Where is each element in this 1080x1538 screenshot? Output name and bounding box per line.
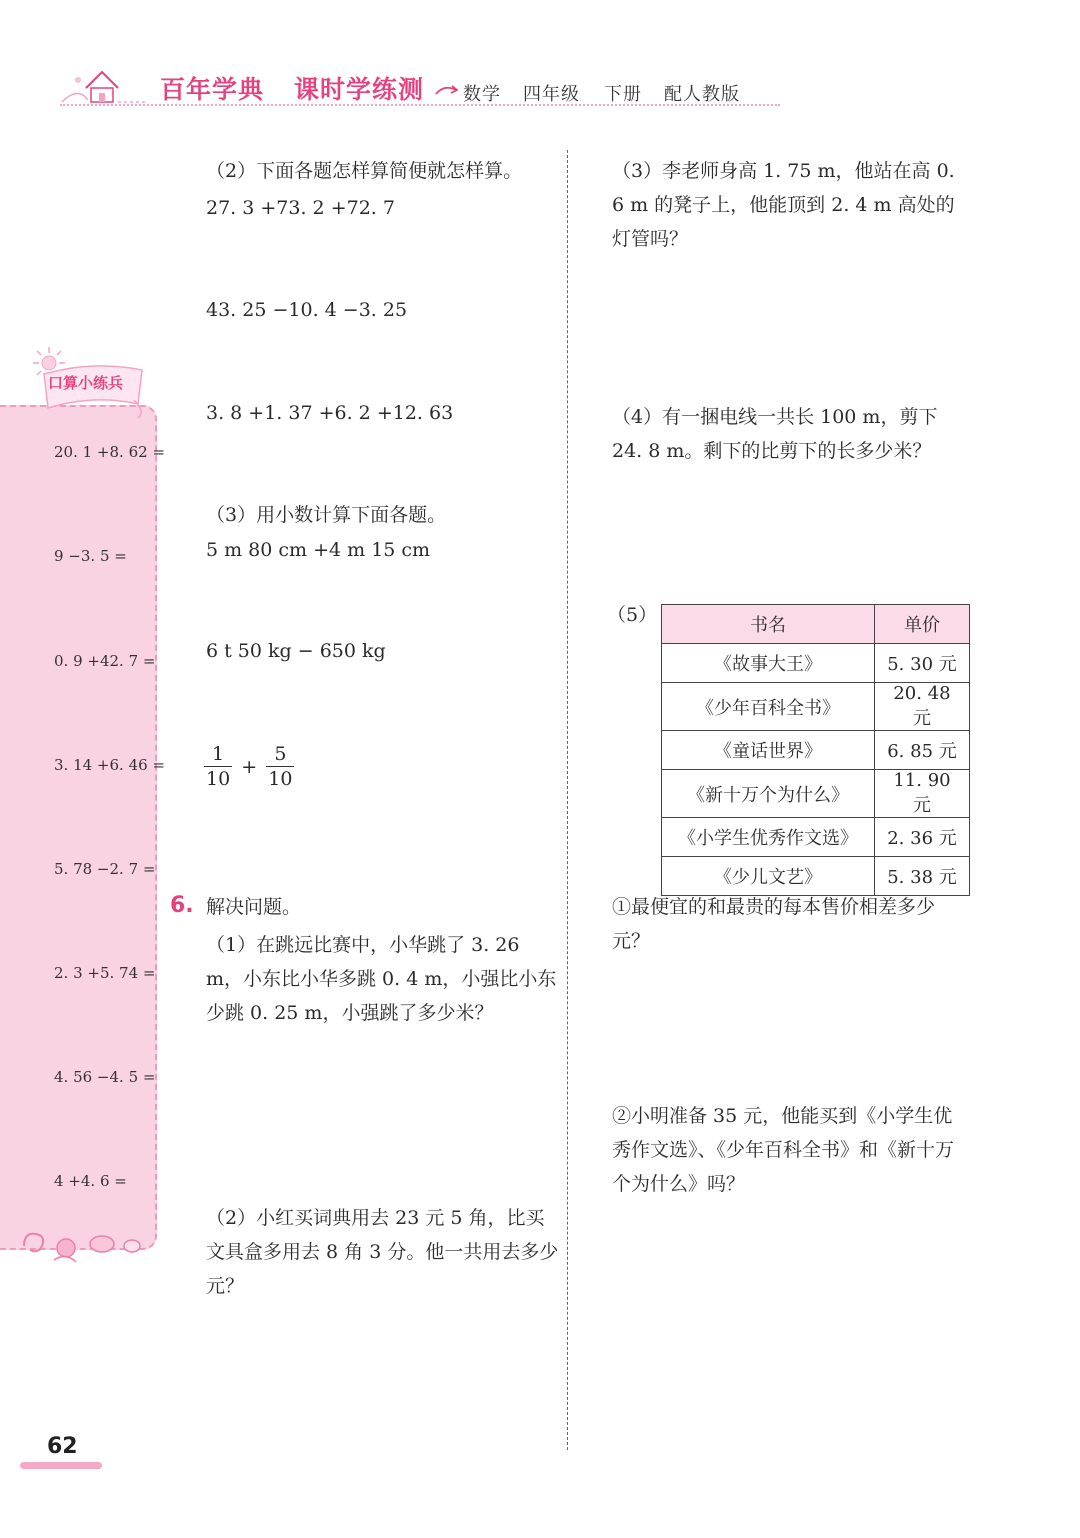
book-price: 6. 85 元 — [875, 731, 970, 770]
book-price: 5. 38 元 — [875, 857, 970, 896]
table-row — [662, 731, 970, 770]
house-icon — [58, 66, 150, 106]
sidebar-item: 3. 14 +6. 46 = — [54, 756, 166, 774]
column-divider — [567, 150, 568, 1450]
book-price: 11. 90 元 — [875, 770, 970, 818]
fraction-expression — [204, 742, 294, 791]
denominator: 10 — [206, 768, 231, 790]
sidebar-title: 口算小练兵 — [48, 374, 124, 392]
book-name: 《童话世界》 — [662, 731, 875, 770]
numerator: 5 — [266, 742, 294, 767]
denominator: 10 — [268, 768, 293, 790]
p2-expression: 27. 3 +73. 2 +72. 7 — [206, 197, 395, 219]
fraction — [266, 742, 294, 791]
question-3: （3）李老师身高 1. 75 m，他站在高 0. 6 m 的凳子上，他能顶到 2. 4 m 高处的灯管吗？ — [612, 160, 955, 250]
p2-title: （2）下面各题怎样算简便就怎样算。 — [206, 160, 523, 182]
p3-expression: 5 m 80 cm +4 m 15 cm — [206, 539, 431, 561]
header-divider — [60, 104, 780, 106]
plus-sign: + — [241, 755, 258, 778]
book-price: 2. 36 元 — [875, 818, 970, 857]
brand-title: 百年学典 — [160, 75, 265, 104]
sidebar-item: 2. 3 +5. 74 = — [54, 964, 156, 982]
question-6-2: （2）小红买词典用去 23 元 5 角，比买文具盒多用去 8 角 3 分。他一共用去多少元？ — [206, 1207, 559, 1297]
book-name: 《故事大王》 — [662, 644, 875, 683]
edition-label: 配人教版 — [664, 84, 740, 105]
sidebar-item: 5. 78 −2. 7 = — [54, 860, 156, 878]
book-name: 《小学生优秀作文选》 — [662, 818, 875, 857]
arrow-icon — [434, 82, 460, 98]
book-price: 5. 30 元 — [875, 644, 970, 683]
subject-label: 数学 — [463, 84, 501, 105]
page-number: 62 — [47, 1434, 78, 1459]
p2-expression: 43. 25 −10. 4 −3. 25 — [206, 299, 408, 321]
book-name: 《新十万个为什么》 — [662, 770, 875, 818]
sidebar-item: 4 +4. 6 = — [54, 1172, 127, 1190]
question-5-2: ②小明准备 35 元，他能买到《小学生优秀作文选》、《少年百科全书》和《新十万个为什么》吗？ — [612, 1105, 955, 1195]
p3-title: （3）用小数计算下面各题。 — [206, 504, 447, 526]
volume-label: 下册 — [604, 84, 642, 105]
numerator: 1 — [204, 742, 232, 767]
swirl-decoration-icon — [14, 1222, 154, 1268]
table-row — [662, 818, 970, 857]
book-name: 《少年百科全书》 — [662, 683, 875, 731]
table-row — [662, 683, 970, 731]
question-6-1: （1）在跳远比赛中，小华跳了 3. 26 m，小东比小华多跳 0. 4 m，小强比小东少跳 0. 25 m，小强跳了多少米？ — [206, 934, 557, 1024]
grade-label: 四年级 — [523, 84, 580, 105]
sidebar-item: 0. 9 +42. 7 = — [54, 652, 156, 670]
table-row — [662, 770, 970, 818]
table-header-row — [662, 605, 970, 644]
question-5-1: ①最便宜的和最贵的每本售价相差多少元？ — [612, 896, 936, 952]
p3-expression: 6 t 50 kg − 650 kg — [206, 640, 386, 662]
sidebar-item: 4. 56 −4. 5 = — [54, 1068, 156, 1086]
book-name: 《少儿文艺》 — [662, 857, 875, 896]
sidebar-item: 20. 1 +8. 62 = — [54, 443, 166, 461]
fraction — [204, 742, 232, 791]
p2-expression: 3. 8 +1. 37 +6. 2 +12. 63 — [206, 402, 454, 424]
book-price: 20. 48 元 — [875, 683, 970, 731]
table-row — [662, 644, 970, 683]
question-6-title: 解决问题。 — [206, 896, 302, 918]
sidebar-item: 9 −3. 5 = — [54, 547, 127, 565]
page-number-bar — [20, 1462, 102, 1469]
header-book-name: 书名 — [662, 605, 875, 644]
book-price-table — [661, 604, 970, 896]
series-title: 课时学练测 — [294, 75, 425, 104]
mental-math-sidebar — [0, 405, 157, 1250]
question-6-number: 6. — [170, 893, 194, 918]
question-5-label: （5） — [607, 604, 658, 626]
question-4: （4）有一捆电线一共长 100 m，剪下 24. 8 m。剩下的比剪下的长多少米？ — [612, 406, 938, 462]
header-unit-price: 单价 — [875, 605, 970, 644]
